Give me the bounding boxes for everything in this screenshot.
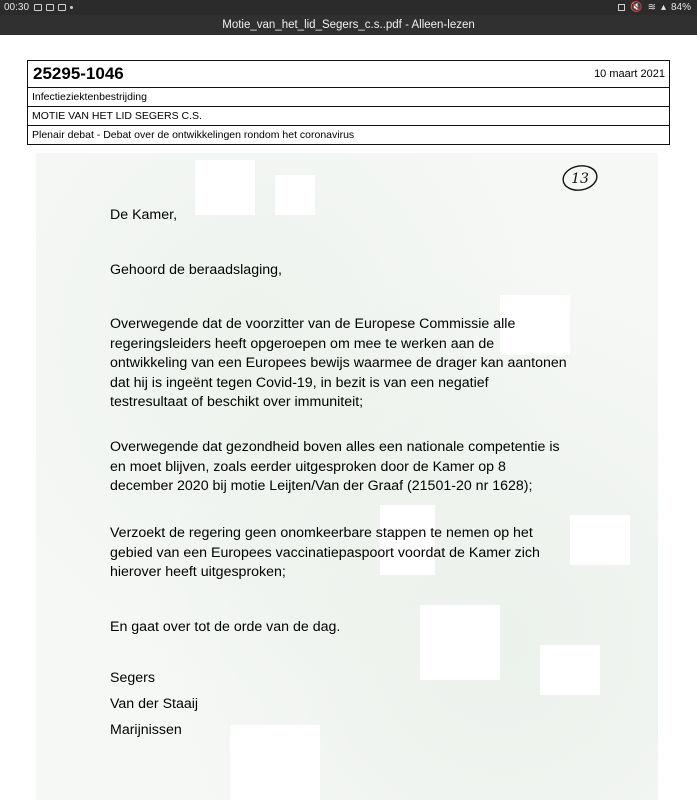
- consideration-1-line: dat hij is ingeënt tegen Covid-19, in bezit is van een negatief: [110, 374, 489, 391]
- consideration-2: [110, 438, 560, 497]
- heard-clause: Gehoord de beraadslaging,: [110, 262, 282, 278]
- request-clause: [110, 524, 540, 583]
- document-filename: Motie_van_het_lid_Segers_c.s..pdf - Alleen-lezen: [222, 19, 475, 31]
- handwritten-number-stamp: [561, 163, 599, 193]
- motion-header-table: [27, 60, 670, 145]
- signatory: Segers: [110, 670, 155, 686]
- dossier-number: 25295-1046: [33, 64, 124, 83]
- request-line: Verzoekt de regering geen onomkeerbare stappen te nemen op het: [110, 525, 533, 541]
- gallery-notification-icon: [46, 4, 54, 11]
- header-row-number: [28, 61, 670, 88]
- stamp-number: 13: [571, 171, 589, 187]
- request-line: gebied van een Europees vaccinatiepaspoort voordat de Kamer zich: [110, 544, 540, 561]
- consideration-1-line: Overwegende dat de voorzitter van de Europese Commissie alle: [110, 316, 516, 332]
- system-icons: [618, 0, 691, 15]
- consideration-1-line: regeringsleiders heeft opgeroepen om mee te werken aan de: [110, 335, 495, 352]
- subject-cell: Infectieziektenbestrijding: [28, 88, 670, 107]
- more-notifications-icon: [70, 6, 73, 9]
- battery-level: 84%: [670, 2, 691, 13]
- screen-rotation-icon: [618, 4, 625, 11]
- consideration-2-line: en moet blijven, zoals eerder uitgesproken door de Kamer op 8: [110, 458, 506, 475]
- mute-icon: 🔇: [630, 2, 643, 13]
- scan-artifact: [195, 160, 255, 215]
- clock: 00:30: [4, 2, 30, 13]
- debate-cell: Plenair debat - Debat over de ontwikkelingen rondom het coronavirus: [28, 126, 670, 145]
- motion-title-cell: MOTIE VAN HET LID SEGERS C.S.: [28, 107, 670, 126]
- signatory: Van der Staaij: [110, 696, 199, 712]
- scan-artifact: [230, 725, 320, 800]
- notification-icons: [34, 0, 73, 15]
- image-notification-icon: [34, 4, 42, 11]
- consideration-1: [110, 315, 567, 413]
- scan-artifact: [540, 645, 600, 695]
- closing-clause: En gaat over tot de orde van de dag.: [110, 619, 341, 635]
- app-notification-icon: [58, 4, 66, 11]
- signatory: Marijnissen: [110, 722, 182, 738]
- pdf-page[interactable]: [0, 35, 697, 800]
- document-title-bar[interactable]: [0, 15, 697, 35]
- scan-artifact: [420, 605, 500, 680]
- request-line: hierover heeft uitgesproken;: [110, 564, 286, 580]
- signal-icon: ▴: [660, 2, 666, 13]
- scan-artifact: [275, 175, 315, 215]
- motion-date: 10 maart 2021: [594, 68, 665, 80]
- consideration-1-line: testresultaat of beschikt over immuniteit;: [110, 394, 364, 410]
- consideration-1-line: ontwikkeling van een Europees bewijs waarmee de drager kan aantonen: [110, 355, 567, 371]
- consideration-2-line: Overwegende dat gezondheid boven alles een nationale competentie is: [110, 439, 560, 455]
- wifi-icon: ≋: [647, 2, 656, 13]
- status-bar: [0, 0, 697, 15]
- scan-artifact: [570, 515, 630, 565]
- consideration-2-line: december 2020 bij motie Leijten/Van der Graaf (21501-20 nr 1628);: [110, 478, 533, 494]
- salutation: De Kamer,: [110, 207, 178, 223]
